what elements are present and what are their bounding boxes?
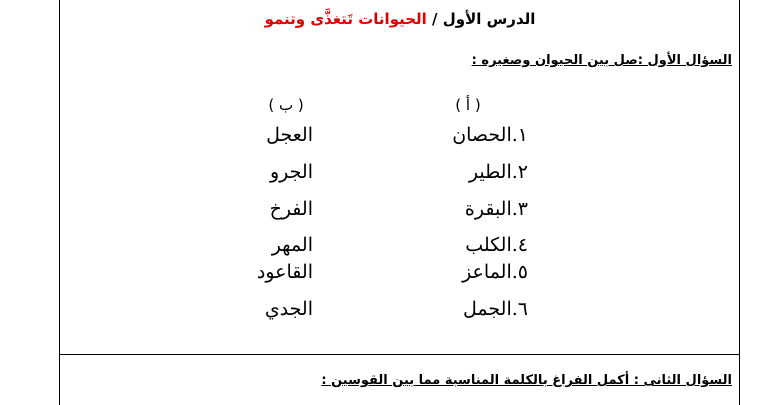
column-b-header: ( ب ): [268, 96, 304, 114]
column-a-item: ١.الحصان: [452, 124, 528, 146]
column-b-item: القاعود: [256, 261, 313, 283]
column-b-item: الجدي: [264, 298, 313, 320]
column-b-item: العجل: [266, 124, 313, 146]
column-b-item: الجرو: [270, 161, 313, 183]
lesson-name: الحيوانات تَتغذَّى وتنمو: [264, 10, 427, 28]
lesson-title: [60, 6, 740, 32]
column-a-header: ( أ ): [455, 96, 481, 114]
column-a-item: ٣.البقرة: [464, 198, 528, 220]
column-a-item: ٥.الماعز: [462, 261, 528, 283]
column-a-item: ٤.الكلب: [465, 234, 528, 256]
question-1-heading: السؤال الأول :صل بين الحيوان وصغيره :: [471, 53, 732, 68]
column-b-item: المهر: [271, 234, 313, 256]
lesson-label: الدرس الأول /: [426, 10, 536, 28]
section-divider: [60, 354, 740, 355]
column-b-item: الفرخ: [269, 198, 313, 220]
column-a-item: ٢.الطير: [468, 161, 528, 183]
column-a-item: ٦.الجمل: [463, 298, 528, 320]
page-border-right: [739, 0, 740, 405]
page-border-left: [59, 0, 60, 405]
question-2-heading: السؤال الثانى : أكمل الفراغ بالكلمة المناسبة مما بين القوسين :: [321, 373, 732, 388]
